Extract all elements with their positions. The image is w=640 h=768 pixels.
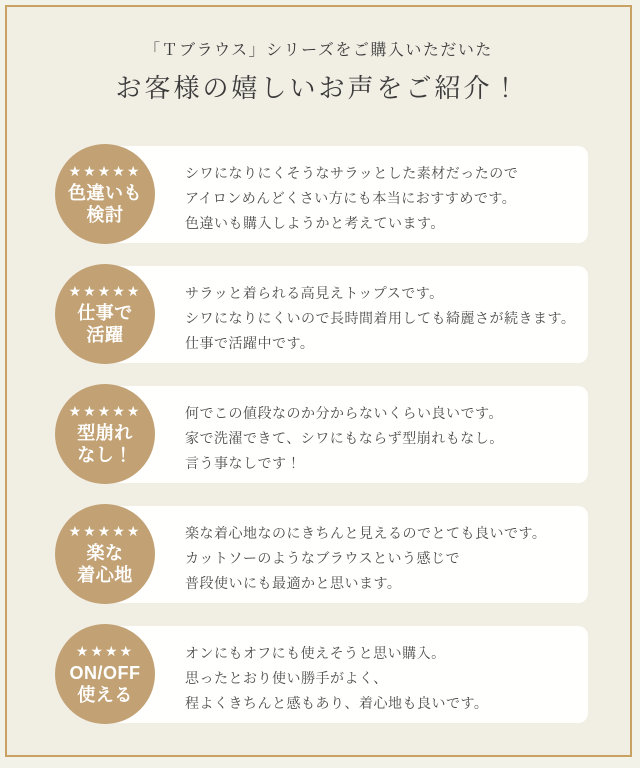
badge-label-line1: 色違いも xyxy=(68,182,142,203)
review-badge xyxy=(55,384,155,484)
section-subtitle: 「Ｔブラウス」シリーズをご購入いただいた xyxy=(144,42,493,59)
badge-label-line1: ON/OFF xyxy=(69,662,141,683)
badge-label-line1: 楽な xyxy=(86,542,124,563)
star-rating-icon: ★★★★★ xyxy=(68,162,142,179)
review-card xyxy=(69,626,588,723)
review-card xyxy=(68,266,588,363)
review-text-line: 何でこの値段なのか分からないくらい良いです。 xyxy=(185,405,503,421)
review-badge xyxy=(55,264,155,364)
star-rating-icon: ★★★★★ xyxy=(68,522,142,539)
badge-label-line2: 活躍 xyxy=(86,324,124,345)
star-rating-icon: ★★★★★ xyxy=(68,282,142,299)
review-text-line: 楽な着心地なのにきちんと見えるのでとても良いです。 xyxy=(185,525,547,541)
review-text-line: シワになりにくそうなサラッとした素材だったので xyxy=(185,165,519,181)
review-text-line: シワになりにくいので長時間着用しても綺麗さが続きます。 xyxy=(185,310,576,326)
review-badge xyxy=(55,624,155,724)
review-text-line: アイロンめんどくさい方にも本当におすすめです。 xyxy=(185,190,517,206)
review-section xyxy=(5,5,632,757)
review-text-line: カットソーのようなブラウスという感じで xyxy=(185,550,460,566)
review-card xyxy=(68,146,588,243)
review-text-line: 程よくきちんと感もあり、着心地も良いです。 xyxy=(185,695,489,711)
badge-label-line1: 仕事で xyxy=(77,302,133,323)
badge-label-line2: 着心地 xyxy=(77,564,133,585)
badge-label-line1: 型崩れ xyxy=(77,422,133,443)
review-text-line: 家で洗濯できて、シワにもならず型崩れもなし。 xyxy=(185,430,504,446)
review-text-line: 思ったとおり使い勝手がよく、 xyxy=(185,670,388,686)
star-rating-icon: ★★★★★ xyxy=(68,402,142,419)
star-rating-icon: ★★★★ xyxy=(75,642,135,659)
review-text-line: 普段使いにも最適かと思います。 xyxy=(185,575,402,591)
review-badge xyxy=(55,504,155,604)
review-text-line: 色違いも購入しようかと考えています。 xyxy=(185,215,445,231)
badge-label-line2: 使える xyxy=(77,684,133,705)
review-card xyxy=(68,386,588,483)
review-text-line: サラッと着られる高見えトップスです。 xyxy=(185,285,444,301)
section-title: お客様の嬉しいお声をご紹介！ xyxy=(115,74,522,103)
badge-label-line2: なし！ xyxy=(77,444,133,465)
review-text-line: オンにもオフにも使えそうと思い購入。 xyxy=(185,645,446,661)
section-header xyxy=(7,7,630,107)
review-text-line: 仕事で活躍中です。 xyxy=(185,335,315,351)
review-list xyxy=(7,146,630,723)
review-text-line: 言う事なしです！ xyxy=(185,455,301,471)
review-card xyxy=(68,506,588,603)
review-badge xyxy=(55,144,155,244)
badge-label-line2: 検討 xyxy=(86,204,124,225)
